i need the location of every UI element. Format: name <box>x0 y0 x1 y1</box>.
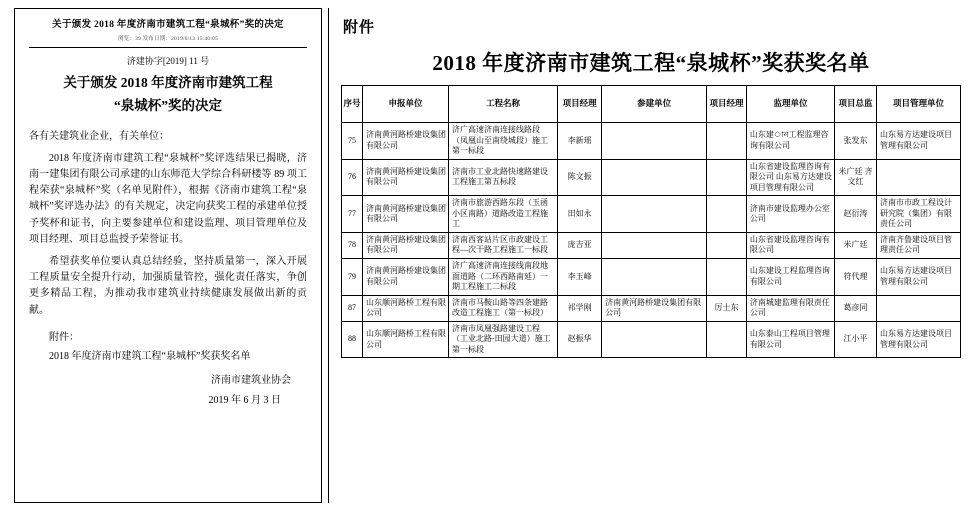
cell-management: 济南市市政工程设计研究院（集团）有限责任公司 <box>877 196 961 233</box>
cell-chief: 葛彦同 <box>835 295 877 321</box>
document-signature: 济南市建筑业协会 <box>211 374 291 386</box>
cell-project: 济广高速济南连接线路段（凤凰山至南绕城段）施工第一标段 <box>448 123 557 160</box>
document-paragraph-1: 2018 年度济南市建筑工程“泉城杯”奖评选结果已揭晓，济南一建集团有限公司承建的山东师范大学综合科研楼等 89 项工程荣获“泉城杯”奖（名单见附件），根据《济南市建筑工程“泉城杯”奖评选办法》的有关规定，决定向获奖工程的承建单位授予奖杯和证书，向主要参建单位和建设监理、项目管理单位及项目经理、项目总监授予荣誉证书。 <box>29 152 307 245</box>
table-header-row <box>342 86 961 123</box>
attachment-word: 附件 <box>343 20 376 36</box>
table-row <box>342 321 961 358</box>
table-row <box>342 232 961 258</box>
column-header-supervisor: 监理单位 <box>746 86 834 123</box>
table-row <box>342 196 961 233</box>
cell-applicant: 山东顺河路桥工程有限公司 <box>362 295 448 321</box>
cell-applicant: 济南黄河路桥建设集团有限公司 <box>362 259 448 296</box>
column-header-applicant: 申报单位 <box>362 86 448 123</box>
cell-applicant: 山东顺河路桥工程有限公司 <box>362 321 448 358</box>
cell-chief: 符代理 <box>835 259 877 296</box>
cell-pm1: 田如永 <box>558 196 602 233</box>
cell-project: 济南市凤凰强路建设工程（工业北路-田园大道）施工第一标段 <box>448 321 557 358</box>
document-attachment-label: 附件： <box>49 331 79 343</box>
cell-management <box>877 159 961 196</box>
cell-joint <box>602 159 707 196</box>
document-header-title: 关于颁发 2018 年度济南市建筑工程“泉城杯”奖的决定 <box>52 20 284 30</box>
document-title-line2: “泉城杯”奖的决定 <box>114 97 222 113</box>
cell-chief: 赵衍涛 <box>835 196 877 233</box>
document-salutation: 各有关建筑业企业，有关单位： <box>29 130 169 142</box>
header-divider <box>29 47 307 48</box>
table-row <box>342 159 961 196</box>
table-row <box>342 123 961 160</box>
cell-applicant: 济南黄河路桥建设集团有限公司 <box>362 196 448 233</box>
document-number: 济建协字[2019] 11 号 <box>126 56 210 67</box>
cell-pm2 <box>707 259 747 296</box>
cell-no: 79 <box>342 259 363 296</box>
right-document-panel <box>328 8 965 503</box>
cell-pm1: 陈文振 <box>558 159 602 196</box>
column-header-management: 项目管理单位 <box>877 86 961 123</box>
cell-pm2 <box>707 123 747 160</box>
cell-no: 87 <box>342 295 363 321</box>
cell-supervisor: 山东省建设监理咨询有限公司 山东易方达建设项目管理有限公司 <box>746 159 834 196</box>
cell-pm1: 李玉峰 <box>558 259 602 296</box>
award-list-table <box>341 85 961 358</box>
cell-management: 山东易方达建设项目管理有限公司 <box>877 259 961 296</box>
left-document-panel <box>14 8 322 503</box>
cell-supervisor: 山东建设工程监理咨询有限公司 <box>746 259 834 296</box>
cell-no: 75 <box>342 123 363 160</box>
cell-applicant: 济南黄河路桥建设集团有限公司 <box>362 232 448 258</box>
cell-joint <box>602 123 707 160</box>
cell-supervisor: 山东泰山工程项目管理有限公司 <box>746 321 834 358</box>
cell-joint: 济南黄河路桥建设集团有限公司 <box>602 295 707 321</box>
cell-no: 76 <box>342 159 363 196</box>
cell-project: 济南市工业北路快速路建设工程施工第五标段 <box>448 159 557 196</box>
cell-pm1: 庞吉亚 <box>558 232 602 258</box>
cell-joint <box>602 259 707 296</box>
document-paragraph-2: 希望获奖单位要认真总结经验，坚持质量第一，深入开展工程质量安全提升行动，加强质量管控，强化责任落实，争创更多精品工程，为推动我市建筑业持续健康发展做出新的贡献。 <box>29 255 307 316</box>
cell-chief: 米广廷 <box>835 232 877 258</box>
column-header-chief: 项目总监 <box>835 86 877 123</box>
cell-no: 88 <box>342 321 363 358</box>
cell-applicant: 济南黄河路桥建设集团有限公司 <box>362 159 448 196</box>
table-row <box>342 295 961 321</box>
cell-project: 济广高速济南连接线南段地面道路（二环西路南延）一期工程施工二标段 <box>448 259 557 296</box>
cell-supervisor: 济南市建设监理办公室公司 <box>746 196 834 233</box>
table-row <box>342 259 961 296</box>
cell-joint <box>602 196 707 233</box>
document-title-line1: 关于颁发 2018 年度济南市建筑工程 <box>63 75 273 91</box>
column-header-project: 工程名称 <box>448 86 557 123</box>
cell-project: 济南市马鞍山路等四条建路改造工程施工（第一标段） <box>448 295 557 321</box>
cell-project: 济南西客站片区市政建设工程—次干路工程施工一标段 <box>448 232 557 258</box>
cell-chief: 江小平 <box>835 321 877 358</box>
cell-pm1: 祁学刚 <box>558 295 602 321</box>
cell-joint <box>602 232 707 258</box>
award-table-title: 2018 年度济南市建筑工程“泉城杯”奖获奖名单 <box>432 51 870 75</box>
column-header-no: 序号 <box>342 86 363 123</box>
cell-pm1: 李新瑶 <box>558 123 602 160</box>
cell-supervisor: 山东省建设监理咨询有限公司 <box>746 232 834 258</box>
cell-project: 济南市旅游西路东段（玉函小区南路）道路改造工程施工 <box>448 196 557 233</box>
cell-pm2 <box>707 232 747 258</box>
award-table-body <box>342 123 961 358</box>
cell-chief: 米广廷 齐文红 <box>835 159 877 196</box>
document-attachment-item: 2018 年度济南市建筑工程“泉城杯”奖获奖名单 <box>49 350 251 362</box>
cell-applicant: 济南黄河路桥建设集团有限公司 <box>362 123 448 160</box>
cell-chief: 张发东 <box>835 123 877 160</box>
cell-management: 济南齐鲁建设项目管理责任公司 <box>877 232 961 258</box>
cell-no: 78 <box>342 232 363 258</box>
cell-pm2 <box>707 321 747 358</box>
cell-pm2 <box>707 159 747 196</box>
document-header-meta: 浏览：39 发布日期：2019/6/13 15:40:05 <box>118 36 218 43</box>
cell-management: 山东易方达建设项目管理有限公司 <box>877 123 961 160</box>
cell-pm2: 厉士东 <box>707 295 747 321</box>
cell-management: 山东易方达建设项目管理有限公司 <box>877 321 961 358</box>
cell-joint <box>602 321 707 358</box>
cell-pm1: 赵振华 <box>558 321 602 358</box>
cell-no: 77 <box>342 196 363 233</box>
column-header-joint: 参建单位 <box>602 86 707 123</box>
column-header-pm2: 项目经理 <box>707 86 747 123</box>
document-date: 2019 年 6 月 3 日 <box>208 394 281 406</box>
cell-supervisor: 山东建ান工程监理咨询有限公司 <box>746 123 834 160</box>
cell-management <box>877 295 961 321</box>
column-header-pm1: 项目经理 <box>558 86 602 123</box>
cell-pm2 <box>707 196 747 233</box>
cell-supervisor: 济南城建监理有限责任公司 <box>746 295 834 321</box>
